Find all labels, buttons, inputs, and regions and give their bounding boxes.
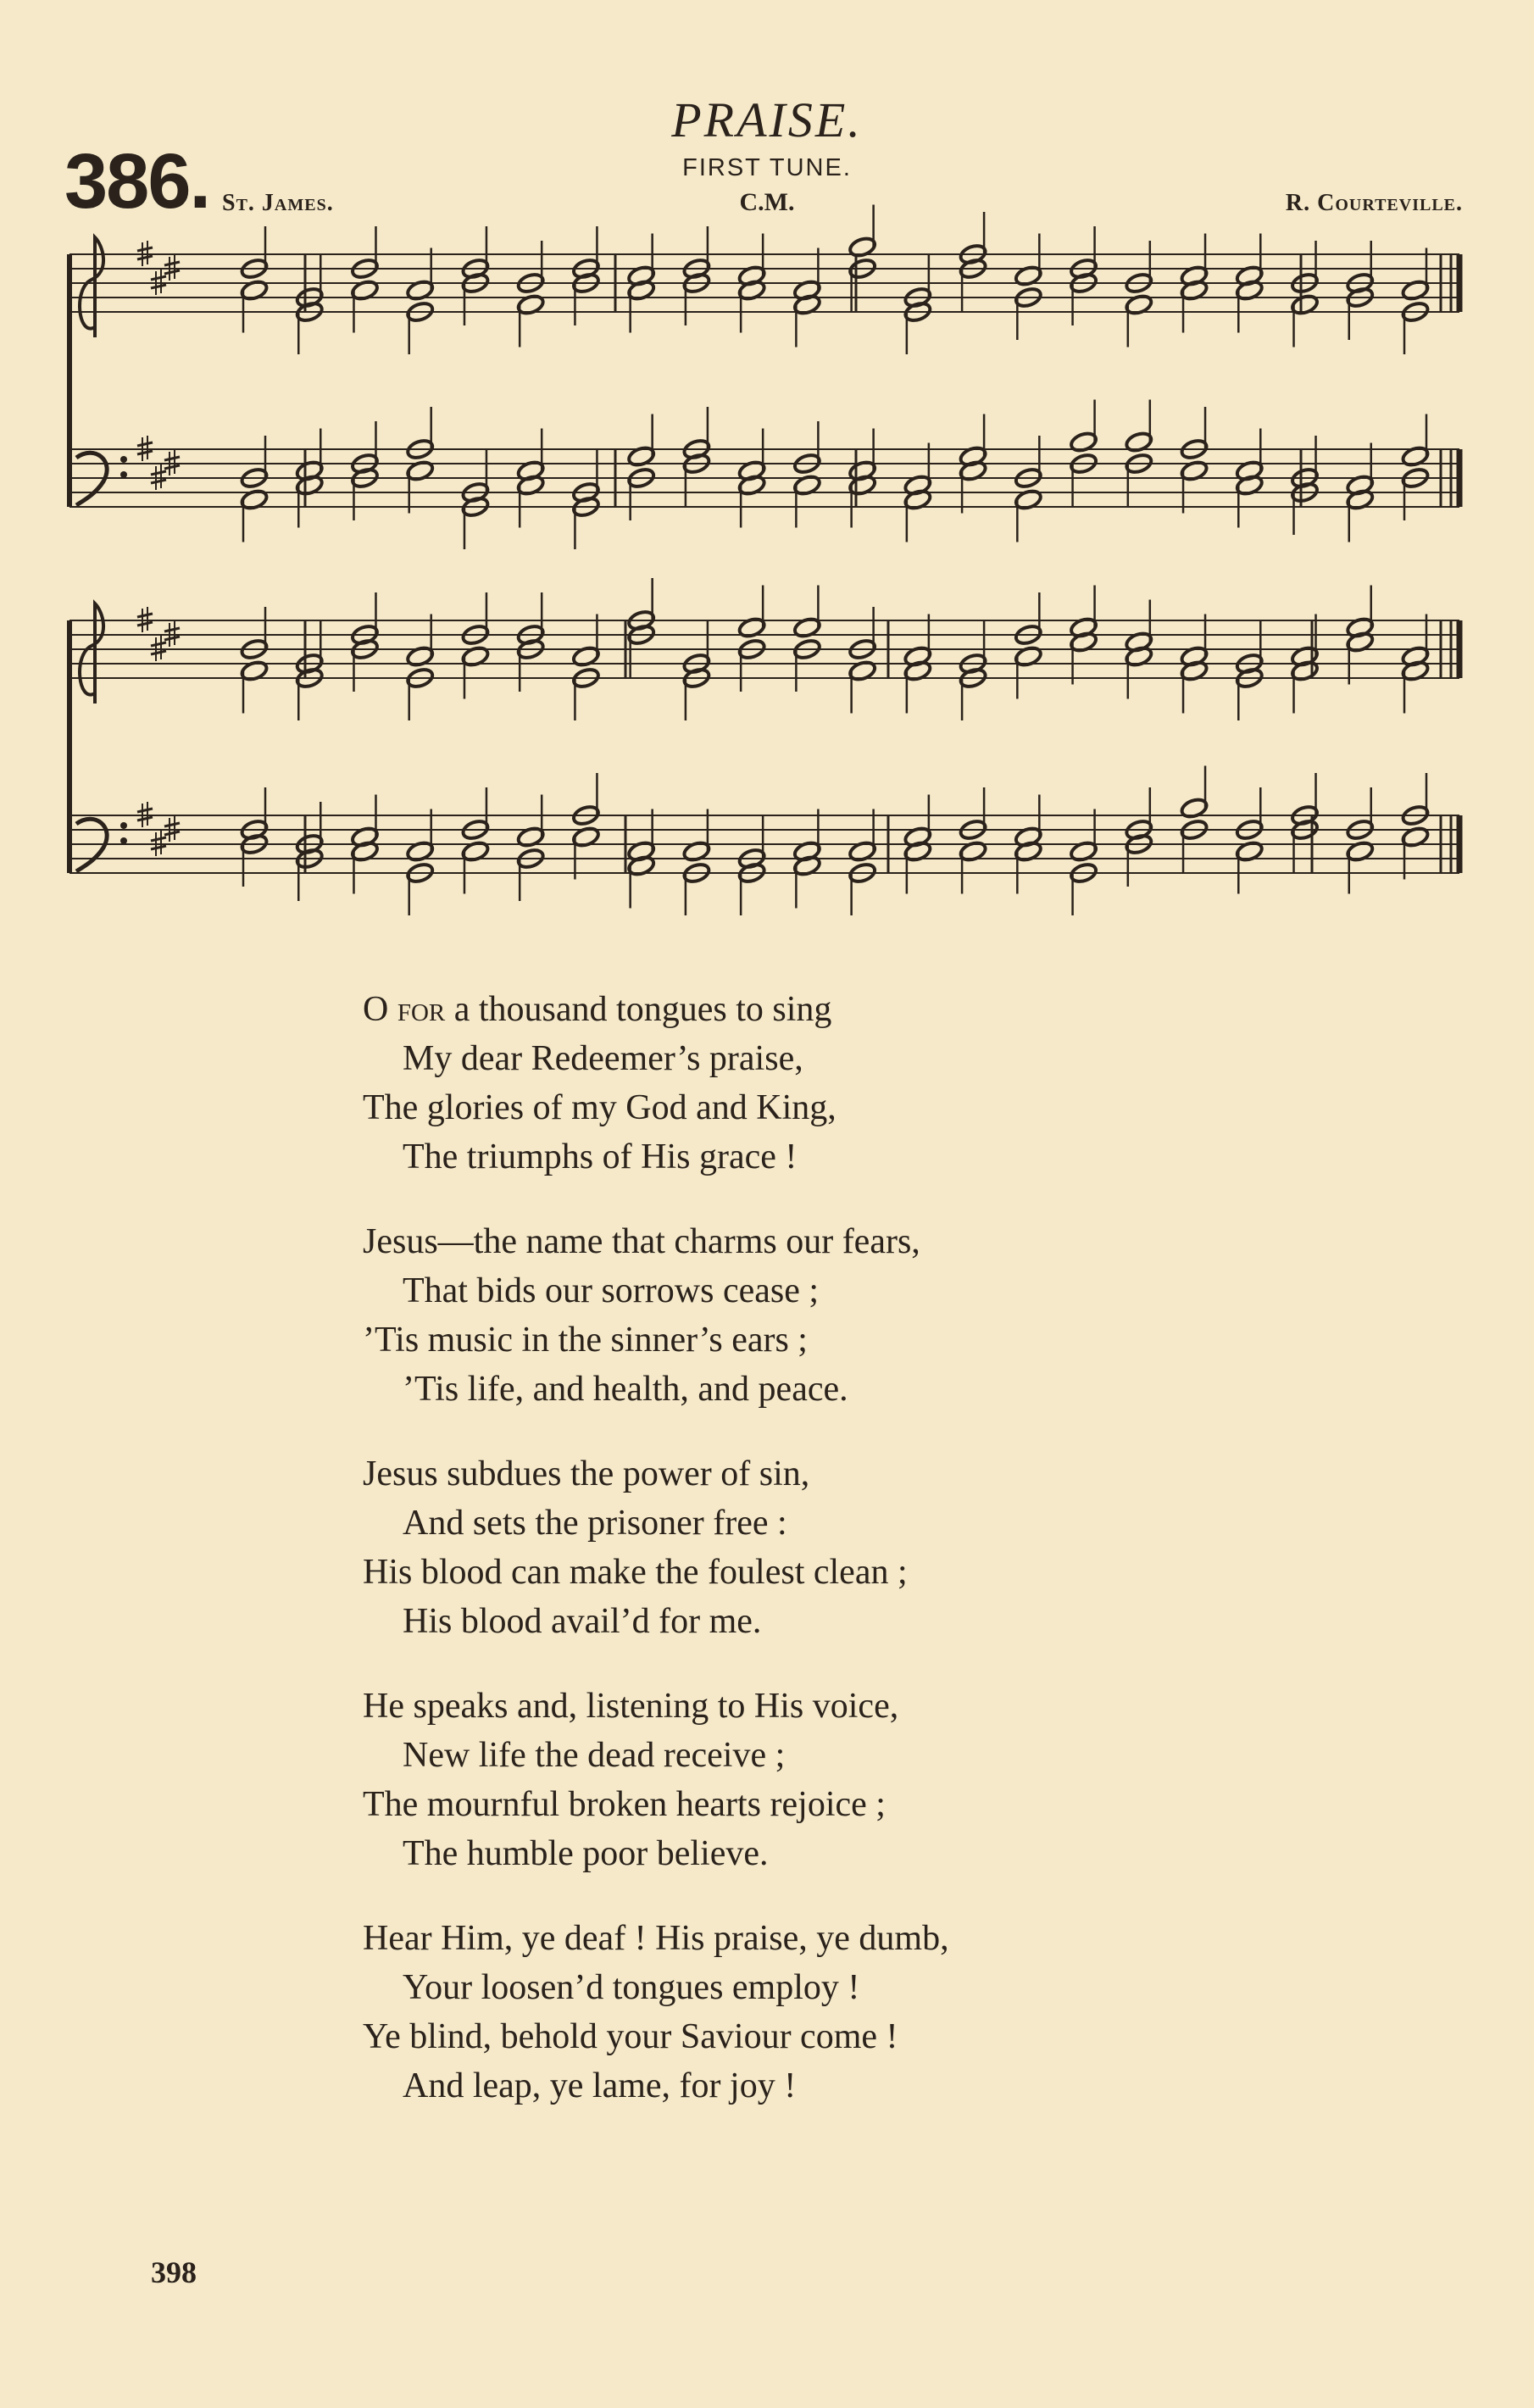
hymn-text	[363, 985, 1210, 2146]
meter: C.M.	[739, 188, 795, 216]
sharp-stroke	[164, 637, 180, 640]
verse-line: Hear Him, ye deaf ! His praise, ye dumb,	[363, 1919, 949, 1958]
verse-line: Jesus—the name that charms our fears,	[363, 1222, 920, 1261]
verse-line: He speaks and, listening to His voice,	[363, 1687, 899, 1726]
sharp-stroke	[137, 817, 153, 820]
stanza-1	[363, 985, 1210, 1182]
sharp-stroke	[151, 285, 166, 288]
treble-clef-icon	[80, 237, 103, 337]
sharp-stroke	[137, 451, 153, 454]
verse-line: And leap, ye lame, for joy !	[403, 2066, 797, 2105]
sharp-stroke	[164, 262, 180, 265]
hymn-number: 386.	[64, 138, 210, 225]
verse-line: The glories of my God and King,	[363, 1088, 836, 1127]
sharp-stroke	[151, 651, 166, 654]
composer: R. Courteville.	[1285, 190, 1463, 216]
verse-line: The triumphs of His grace !	[403, 1137, 798, 1176]
tune-label: FIRST TUNE.	[682, 154, 852, 181]
verse-line: His blood can make the foulest clean ;	[363, 1553, 908, 1592]
music-score	[0, 0, 1534, 941]
verse-line: New life the dead receive ;	[403, 1736, 786, 1775]
bass-clef-dot	[120, 822, 127, 829]
section-title: PRAISE.	[671, 92, 863, 147]
sharp-stroke	[151, 642, 166, 646]
verse-line: ’Tis life, and health, and peace.	[403, 1370, 848, 1409]
stanza-5	[363, 1914, 1210, 2110]
sharp-stroke	[164, 823, 180, 826]
verse-line: That bids our sorrows cease ;	[403, 1271, 820, 1310]
verse-line: ’Tis music in the sinner’s ears ;	[363, 1321, 808, 1360]
verse-line: The humble poor believe.	[403, 1834, 769, 1873]
verse-line: And sets the prisoner free :	[403, 1504, 787, 1543]
sharp-stroke	[151, 480, 166, 483]
bass-clef-dot	[120, 456, 127, 463]
verse-line: My dear Redeemer’s praise,	[403, 1039, 803, 1078]
sharp-stroke	[164, 457, 180, 460]
sharp-stroke	[151, 837, 166, 841]
verse-line: Your loosen’d tongues employ !	[403, 1968, 860, 2007]
bass-clef-icon	[76, 819, 107, 871]
verse-line-text: a thousand tongues to sing	[445, 990, 832, 1029]
sharp-stroke	[137, 247, 153, 251]
sharp-stroke	[151, 846, 166, 849]
sharp-stroke	[151, 471, 166, 475]
music-system	[69, 578, 1459, 915]
sharp-stroke	[137, 809, 153, 812]
verse-lead-small-caps: O for	[363, 990, 446, 1029]
treble-clef-icon	[80, 603, 103, 703]
sharp-stroke	[137, 622, 153, 626]
sharp-stroke	[164, 628, 180, 631]
page-number: 398	[151, 2255, 197, 2289]
stanza-4	[363, 1682, 1210, 1878]
sharp-stroke	[164, 831, 180, 835]
verse-line: His blood avail’d for me.	[403, 1602, 762, 1641]
stanza-3	[363, 1449, 1210, 1646]
sharp-stroke	[137, 442, 153, 446]
verse-line: Ye blind, behold your Saviour come !	[363, 2017, 898, 2056]
bass-clef-icon	[76, 453, 107, 505]
tune-name: St. James.	[222, 190, 334, 216]
bass-clef-dot	[120, 471, 127, 478]
verse-line: Jesus subdues the power of sin,	[363, 1454, 810, 1493]
sharp-stroke	[151, 276, 166, 280]
stanza-2	[363, 1217, 1210, 1414]
sharp-stroke	[164, 465, 180, 469]
verse-line: The mournful broken hearts rejoice ;	[363, 1785, 886, 1824]
sharp-stroke	[137, 256, 153, 259]
verse-line	[363, 985, 1210, 1034]
music-system	[69, 205, 1459, 550]
sharp-stroke	[164, 270, 180, 274]
sharp-stroke	[137, 614, 153, 617]
bass-clef-dot	[120, 837, 127, 844]
